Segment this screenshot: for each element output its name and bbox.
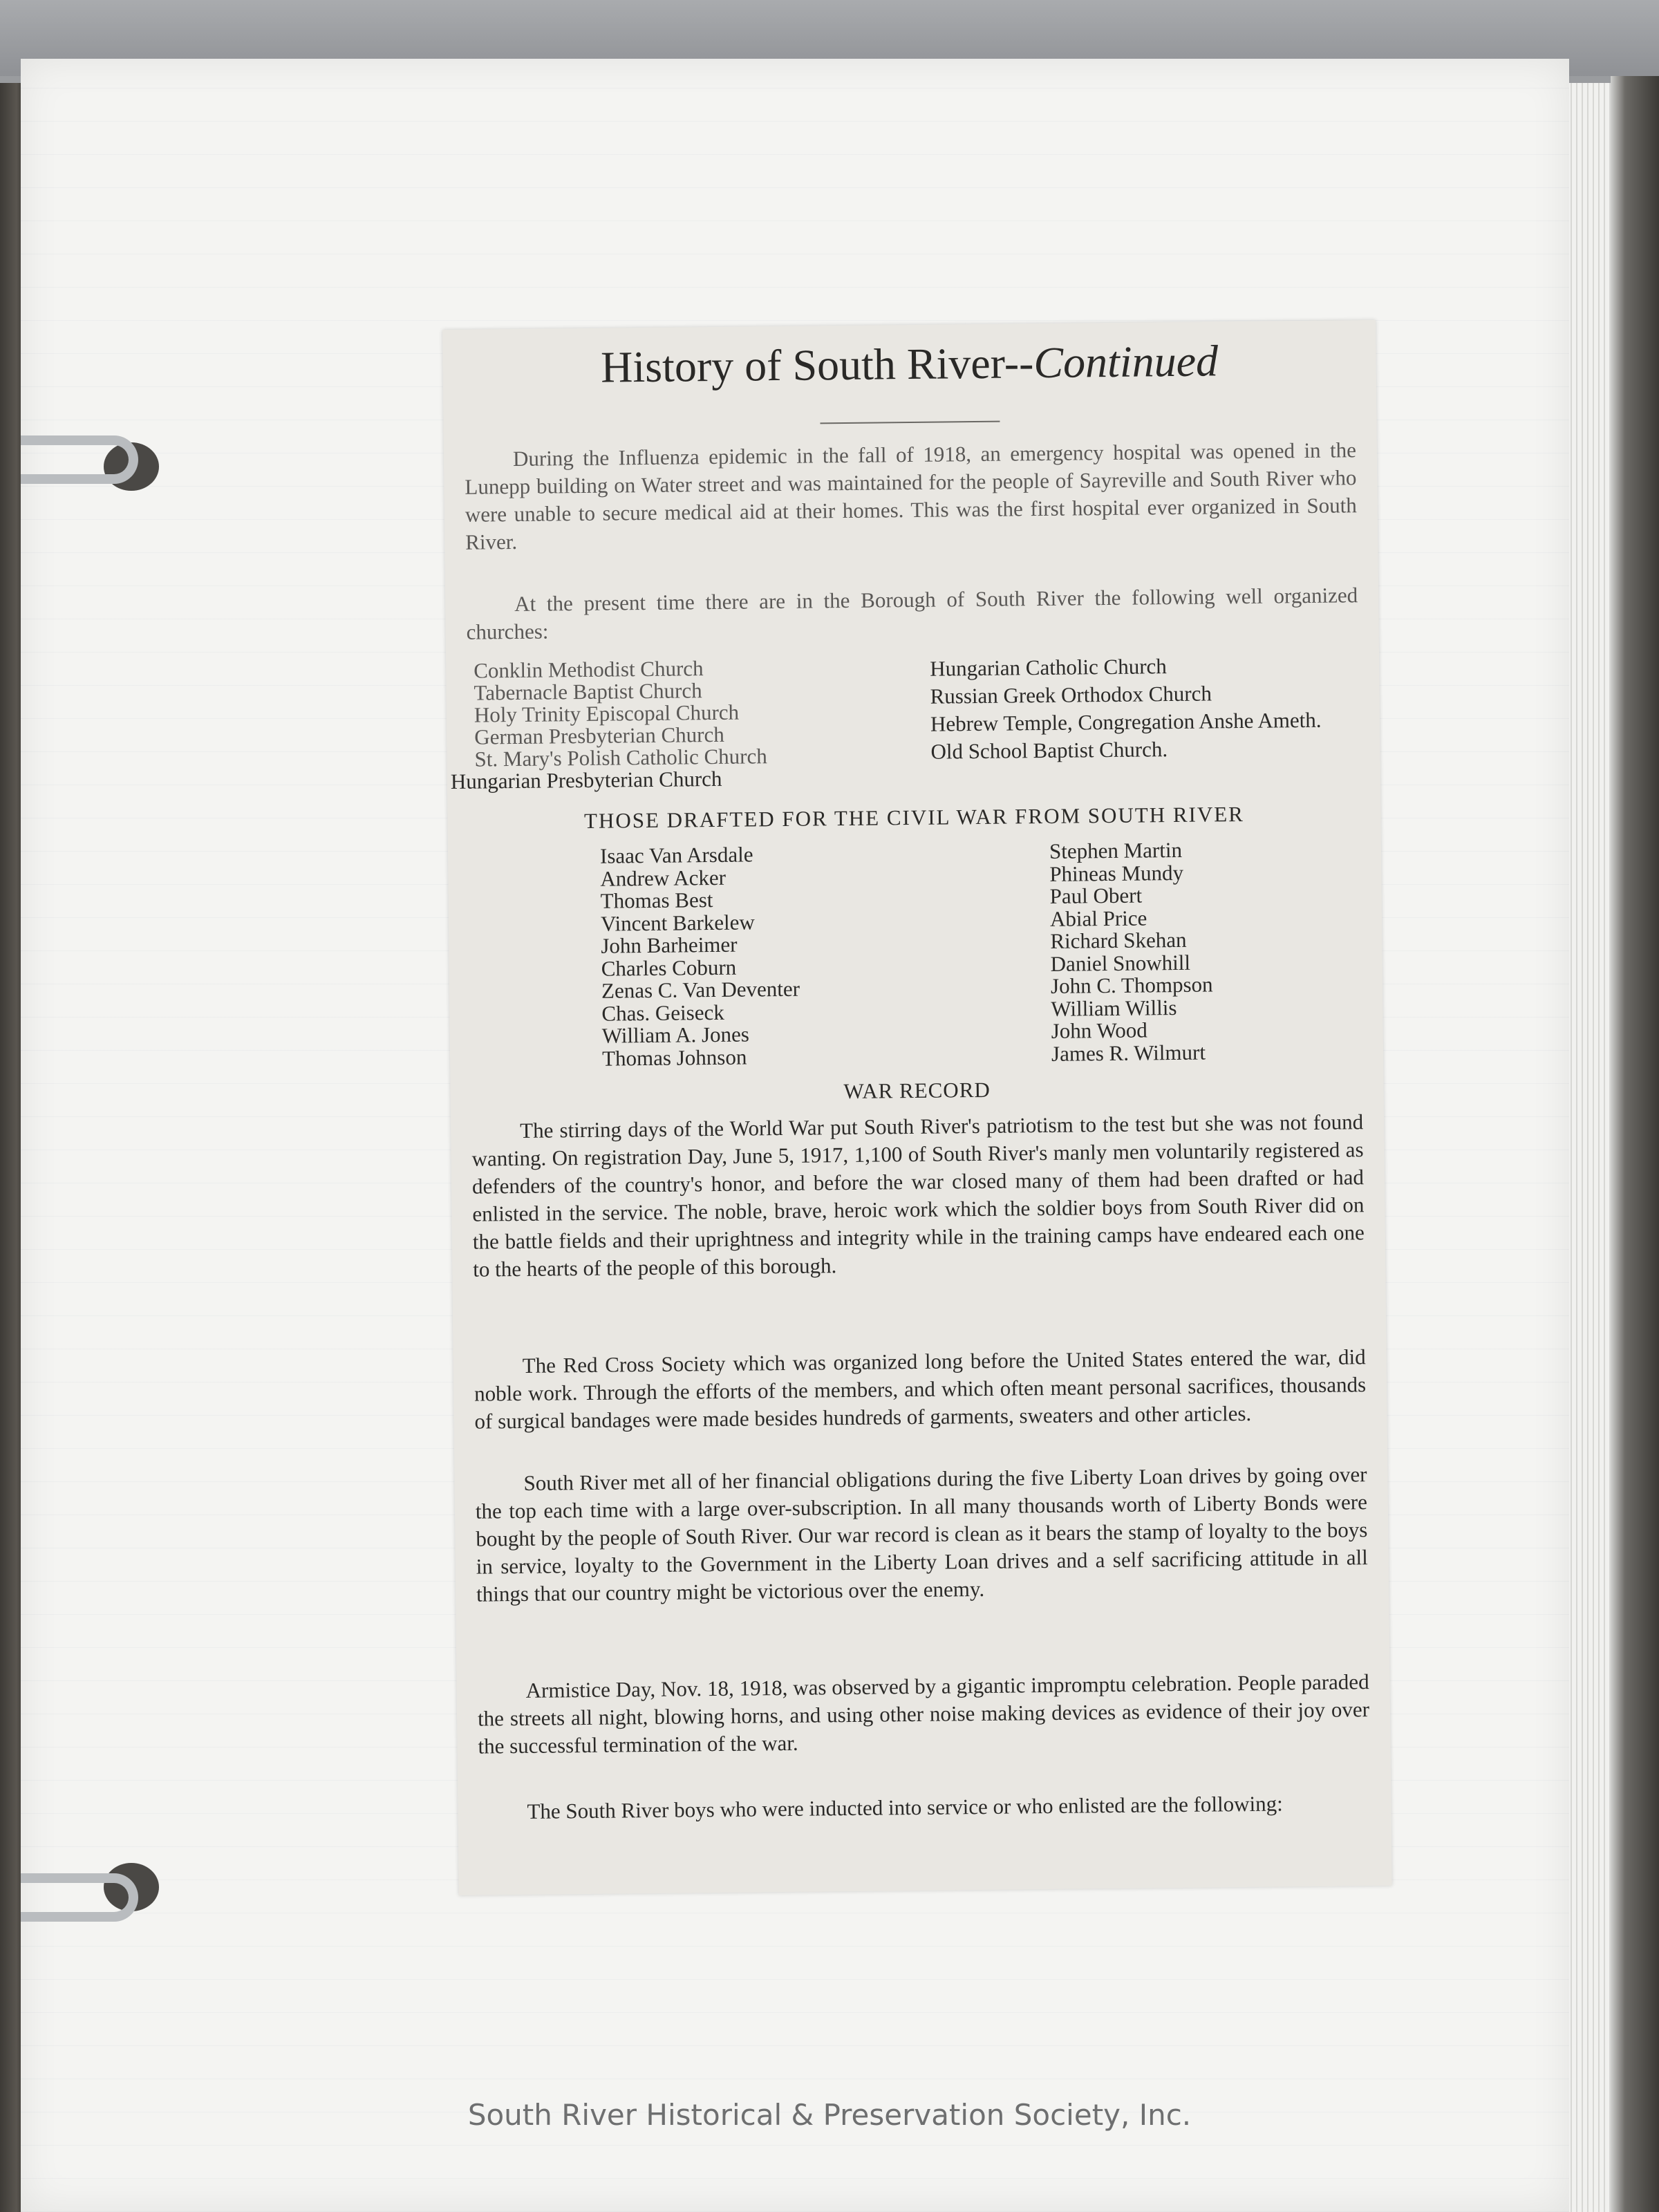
churches-right-column <box>930 650 1387 766</box>
title-main: History of South River-- <box>600 338 1034 392</box>
church-item: German Presbyterian Church <box>474 722 724 749</box>
influenza-paragraph: During the Influenza epidemic in the fall of 1918, an emergency hospital was opened in the Lunepp building on Water street and was maintained for the people of Sayreville and South River who were unable to secure medical aid at their homes. This was the first hospital ever organized in South River. <box>465 438 1357 554</box>
drafted-name: Richard Skehan <box>1050 927 1187 953</box>
church-item: Old School Baptist Church. <box>930 737 1168 764</box>
clipping-title <box>442 334 1376 395</box>
binder-ring-icon <box>21 435 138 484</box>
drafted-name: Daniel Snowhill <box>1050 950 1191 976</box>
binder-ring-icon <box>21 1873 138 1922</box>
binder-cover-right <box>1611 76 1659 2212</box>
church-item: Hebrew Temple, Congregation Anshe Ameth. <box>930 707 1322 736</box>
church-item: Conklin Methodist Church <box>474 656 704 683</box>
drafted-name: John Wood <box>1051 1018 1147 1043</box>
drafted-name: Abial Price <box>1049 905 1147 931</box>
drafted-heading: THOSE DRAFTED FOR THE CIVIL WAR FROM SOUTH RIVER <box>583 801 1245 833</box>
drafted-name: Isaac Van Arsdale <box>599 842 753 868</box>
title-continued: Continued <box>1033 336 1219 388</box>
drafted-left-column <box>600 843 800 1070</box>
drafted-name: Chas. Geiseck <box>601 1000 724 1026</box>
war-paragraph-liberty-loan: South River met all of her financial obligations during the five Liberty Loan drives by going over the top each time with a large over-subscription. In all many thousands worth of Liberty Bonds were bought by the people of South River. Our war record is clean as it bears the stamp of loyalty to the boys in service, loyalty to the Government in the Liberty Loan drives and a self sacrificing attitude in all things that our country might be victorious over the enemy. <box>475 1462 1368 1606</box>
drafted-name: Thomas Johnson <box>601 1044 747 1071</box>
war-paragraph-1: The stirring days of the World War put South River's patriotism to the test but she was not found wanting. On registration Day, June 5, 1917, 1,100 of South River's manly men voluntarily registered as defenders of the country's honor, and before the war closed many of them had been drafted or had enlisted in the service. The noble, brave, heroic work which the soldier boys from South River did on the battle fields and their uprightness and integrity while in the training camps have endeared each one to the hearts of the people of this borough. <box>471 1109 1365 1282</box>
war-record-heading: WAR RECORD <box>843 1077 991 1104</box>
war-paragraph-armistice: Armistice Day, Nov. 18, 1918, was observed by a gigantic impromptu celebration. People paraded the streets all night, blowing horns, and using other noise making devices as evidence of their joy over the successful termination of the war. <box>477 1669 1370 1759</box>
drafted-name: Andrew Acker <box>600 865 727 891</box>
church-item: Russian Greek Orthodox Church <box>930 681 1212 709</box>
drafted-name: John C. Thompson <box>1050 972 1213 998</box>
church-item: Hungarian Presbyterian Church <box>450 766 722 794</box>
church-item: Hungarian Catholic Church <box>930 654 1168 681</box>
churches-left-column <box>450 655 917 794</box>
drafted-name: John Barheimer <box>601 932 738 958</box>
drafted-name: Zenas C. Van Deventer <box>601 976 800 1003</box>
drafted-name: William Willis <box>1051 995 1177 1021</box>
drafted-name: Charles Coburn <box>601 955 737 981</box>
newspaper-clipping <box>442 320 1392 1895</box>
churches-list <box>450 650 1379 794</box>
drafted-right-column <box>1049 838 1214 1065</box>
drafted-name: Paul Obert <box>1049 883 1143 908</box>
church-item: Holy Trinity Episcopal Church <box>474 700 740 727</box>
watermark: South River Historical & Preservation Society, Inc. <box>467 2098 1192 2132</box>
drafted-name: Stephen Martin <box>1049 837 1183 863</box>
drafted-name: Thomas Best <box>600 888 713 913</box>
drafted-name: James R. Wilmurt <box>1051 1040 1206 1066</box>
war-paragraph-red-cross: The Red Cross Society which was organized long before the United States entered the war, did noble work. Through the efforts of the members, and which often meant personal sacrifices, thousands of surgical bandages were made besides hundreds of garments, sweaters and other articles. <box>474 1344 1367 1434</box>
war-paragraph-inducted: The South River boys who were inducted into service or who enlisted are the following: <box>527 1791 1283 1824</box>
church-item: Tabernacle Baptist Church <box>474 678 702 705</box>
binder-page <box>21 59 1569 2212</box>
church-item: St. Mary's Polish Catholic Church <box>474 744 767 771</box>
drafted-name: Vincent Barkelew <box>600 909 756 936</box>
title-rule <box>820 421 1000 424</box>
drafted-name: William A. Jones <box>601 1022 750 1048</box>
churches-intro-paragraph: At the present time there are in the Borough of South River the following well organized churches: <box>466 583 1358 644</box>
drafted-name: Phineas Mundy <box>1049 860 1184 886</box>
